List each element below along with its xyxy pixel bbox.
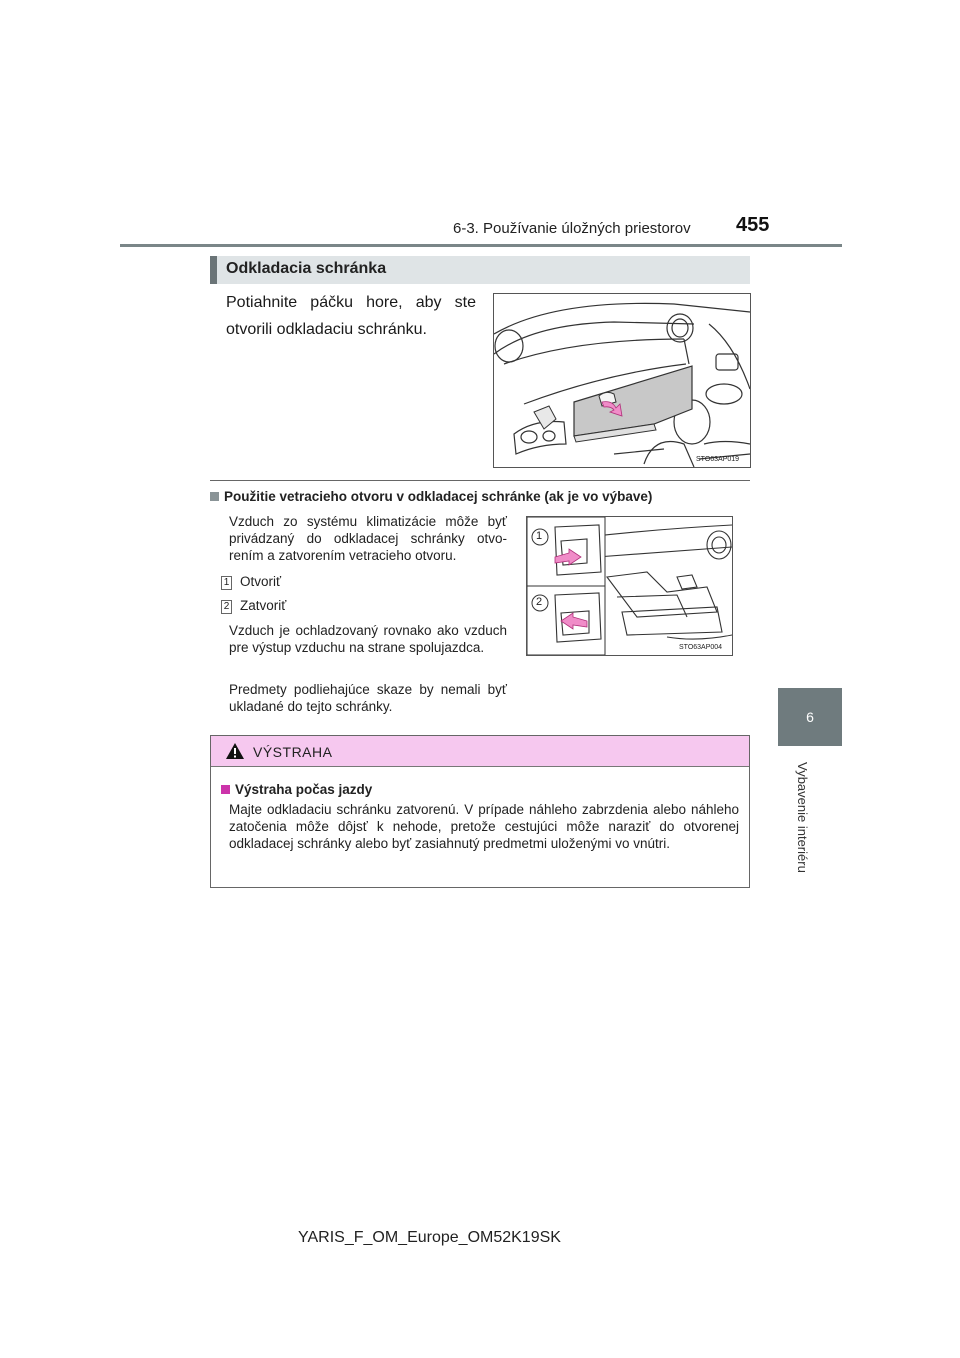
subsection-heading-text: Použitie vetracieho otvoru v odkladacej schránke (ak je vo výbave) [224, 489, 653, 504]
chapter-tab [778, 688, 842, 746]
list-item-close [221, 598, 286, 614]
vent-illustration [526, 516, 733, 656]
subsection-heading [210, 489, 652, 504]
image2-callout-2: 2 [536, 596, 543, 608]
vent-description: Vzduch zo systému klimatizácie môže byť privádzaný do odkladacej schránky otvo-rením a zatvorením vetracieho otvoru. [229, 514, 507, 563]
header-section-title: 6-3. Používanie úložných priestorov [453, 220, 691, 237]
section-heading-marker [210, 256, 217, 284]
chapter-side-label-text: Vybavenie interiéru [795, 762, 810, 873]
warning-box [210, 735, 750, 888]
header-rule [120, 244, 842, 247]
warning-subheading [221, 782, 372, 797]
list-item-label: Zatvoriť [240, 598, 287, 613]
vent-drawing [527, 517, 732, 655]
section-separator [210, 480, 750, 481]
cooling-note: Vzduch je ochladzovaný rovnako ako vzduch pre výstup vzduchu na strane spolujazdca. [229, 623, 507, 655]
callout-number-1: 1 [221, 576, 232, 590]
warning-title: VÝSTRAHA [253, 744, 333, 760]
intro-paragraph: Potiahnite páčku hore, aby ste otvorili odkladaciu schránku. [226, 294, 476, 338]
warning-triangle-icon [225, 742, 245, 760]
warning-header [211, 736, 749, 767]
glovebox-drawing [494, 294, 750, 467]
section-heading-bar [210, 256, 750, 284]
glovebox-illustration [493, 293, 751, 468]
section-title: Odkladacia schránka [226, 260, 387, 277]
footer-code: YARIS_F_OM_Europe_OM52K19SK [298, 1229, 561, 1246]
page-number: 455 [736, 214, 770, 236]
list-item-label: Otvoriť [240, 574, 282, 589]
bullet-square-icon [210, 492, 219, 501]
list-item-open [221, 574, 281, 590]
warning-bullet-icon [221, 785, 230, 794]
chapter-side-label [795, 762, 821, 887]
callout-number-2: 2 [221, 600, 232, 614]
image2-code: STO63AP004 [679, 644, 723, 651]
chapter-tab-number: 6 [806, 709, 814, 725]
warning-subheading-text: Výstraha počas jazdy [235, 782, 373, 797]
image1-code: STO63AP019 [696, 456, 740, 463]
image2-callout-1: 1 [536, 530, 543, 542]
perishables-note: Predmety podliehajúce skaze by nemali byť ukladané do tejto schránky. [229, 682, 507, 714]
warning-text: Majte odkladaciu schránku zatvorenú. V prípade náhleho zabrzdenia alebo náhleho zatočenia môže dôjsť k nehode, pretože cestujúci môže naraziť do otvorenej odkladacej schránky alebo byť zasiahnutý predmetmi uloženými vo vnútri. [229, 802, 739, 851]
